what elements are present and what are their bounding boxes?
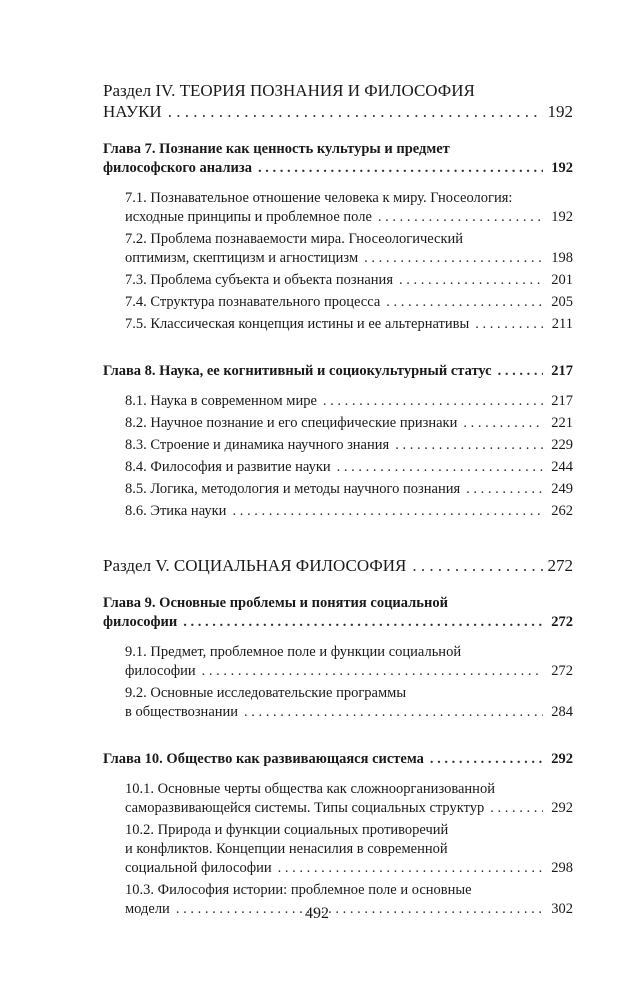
toc-line: 8.6. Этика науки xyxy=(125,503,227,519)
toc-item[interactable] xyxy=(103,414,573,433)
dot-leader xyxy=(490,799,543,818)
section-heading[interactable] xyxy=(103,80,573,122)
dot-leader xyxy=(258,159,543,178)
toc-item[interactable] xyxy=(103,189,573,227)
toc-line: 8.2. Научное познание и его специфические признаки xyxy=(125,415,458,431)
dot-leader xyxy=(168,101,543,122)
chapter-heading[interactable] xyxy=(103,362,573,381)
toc-item[interactable] xyxy=(103,643,573,681)
dot-leader xyxy=(463,414,543,433)
dot-leader xyxy=(337,458,543,477)
page-ref: 229 xyxy=(551,437,573,453)
page-ref: 192 xyxy=(551,209,573,225)
toc-line: Глава 7. Познание как ценность культуры и предмет xyxy=(103,141,450,157)
section-heading[interactable] xyxy=(103,555,573,576)
toc-line: 7.5. Классическая концепция истины и ее альтернативы xyxy=(125,316,470,332)
toc-item[interactable] xyxy=(103,315,573,334)
page-ref: 262 xyxy=(551,503,573,519)
page-ref: 272 xyxy=(551,614,573,630)
toc-line: НАУКИ xyxy=(103,102,162,121)
toc-item[interactable] xyxy=(103,293,573,312)
page-ref: 244 xyxy=(551,459,573,475)
toc-line: 10.1. Основные черты общества как сложноорганизованной xyxy=(125,781,495,797)
toc-line: философии xyxy=(103,614,178,630)
page-ref: 192 xyxy=(551,160,573,176)
toc-item[interactable] xyxy=(103,230,573,268)
toc-line: 7.3. Проблема субъекта и объекта познания xyxy=(125,272,393,288)
toc-line: Глава 10. Общество как развивающаяся система xyxy=(103,751,424,767)
page-ref: 298 xyxy=(551,860,573,876)
dot-leader xyxy=(399,271,543,290)
toc-item[interactable] xyxy=(103,780,573,818)
toc-item[interactable] xyxy=(103,821,573,878)
toc-line: в обществознании xyxy=(125,704,239,720)
toc-item[interactable] xyxy=(103,480,573,499)
toc-line: 8.4. Философия и развитие науки xyxy=(125,459,331,475)
toc-line: 9.1. Предмет, проблемное поле и функции социальной xyxy=(125,644,462,660)
toc-item[interactable] xyxy=(103,502,573,521)
dot-leader xyxy=(475,315,543,334)
toc-item[interactable] xyxy=(103,458,573,477)
toc-line: 10.3. Философия истории: проблемное поле и основные xyxy=(125,882,472,898)
page-ref: 217 xyxy=(551,393,573,409)
toc-line: саморазвивающейся системы. Типы социальных структур xyxy=(125,800,485,816)
toc-line: 7.1. Познавательное отношение человека к миру. Гносеология: xyxy=(125,190,513,206)
chapter-heading[interactable] xyxy=(103,594,573,632)
dot-leader xyxy=(430,750,543,769)
dot-leader xyxy=(244,703,543,722)
page-ref: 284 xyxy=(551,704,573,720)
dot-leader xyxy=(278,859,543,878)
toc-line: и конфликтов. Концепции ненасилия в современной xyxy=(125,841,448,857)
page-ref: 217 xyxy=(551,363,573,379)
toc-line: Глава 9. Основные проблемы и понятия социальной xyxy=(103,595,448,611)
dot-leader xyxy=(378,208,543,227)
page-ref: 221 xyxy=(551,415,573,431)
toc-item[interactable] xyxy=(103,392,573,411)
dot-leader xyxy=(395,436,543,455)
toc-line: 7.2. Проблема познаваемости мира. Гносеологический xyxy=(125,231,464,247)
toc-line: 8.3. Строение и динамика научного знания xyxy=(125,437,390,453)
dot-leader xyxy=(323,392,543,411)
toc-line: философского анализа xyxy=(103,160,252,176)
page-ref: 272 xyxy=(547,556,573,575)
toc-line: 8.1. Наука в современном мире xyxy=(125,393,317,409)
toc-line: Глава 8. Наука, ее когнитивный и социокультурный статус xyxy=(103,363,492,379)
toc-line: 9.2. Основные исследовательские программы xyxy=(125,685,407,701)
toc-line: исходные принципы и проблемное поле xyxy=(125,209,372,225)
page-ref: 292 xyxy=(551,751,573,767)
toc-line: 7.4. Структура познавательного процесса xyxy=(125,294,381,310)
page-ref: 292 xyxy=(551,800,573,816)
toc-line: оптимизм, скептицизм и агностицизм xyxy=(125,250,359,266)
dot-leader xyxy=(498,362,543,381)
table-of-contents xyxy=(103,80,573,919)
toc-line: Раздел IV. ТЕОРИЯ ПОЗНАНИЯ И ФИЛОСОФИЯ xyxy=(103,81,475,100)
page-ref: 211 xyxy=(551,316,573,332)
page-ref: 302 xyxy=(551,901,573,917)
toc-line: Раздел V. СОЦИАЛЬНАЯ ФИЛОСОФИЯ xyxy=(103,556,407,575)
page-ref: 192 xyxy=(547,102,573,121)
page-ref: 249 xyxy=(551,481,573,497)
chapter-heading[interactable] xyxy=(103,140,573,178)
toc-line: модели xyxy=(125,901,170,917)
dot-leader xyxy=(466,480,543,499)
page-ref: 272 xyxy=(551,663,573,679)
page-ref: 205 xyxy=(551,294,573,310)
toc-line: 8.5. Логика, методология и методы научного познания xyxy=(125,481,461,497)
page-number: 492 xyxy=(305,905,329,922)
page-ref: 198 xyxy=(551,250,573,266)
toc-line: 10.2. Природа и функции социальных противоречий xyxy=(125,822,449,838)
dot-leader xyxy=(412,555,543,576)
dot-leader xyxy=(364,249,543,268)
toc-line: философии xyxy=(125,663,196,679)
toc-item[interactable] xyxy=(103,271,573,290)
toc-line: социальной философии xyxy=(125,860,272,876)
dot-leader xyxy=(202,662,543,681)
dot-leader xyxy=(232,502,543,521)
toc-item[interactable] xyxy=(103,436,573,455)
toc-item[interactable] xyxy=(103,684,573,722)
page-ref: 201 xyxy=(551,272,573,288)
dot-leader xyxy=(183,613,543,632)
chapter-heading[interactable] xyxy=(103,750,573,769)
dot-leader xyxy=(386,293,543,312)
